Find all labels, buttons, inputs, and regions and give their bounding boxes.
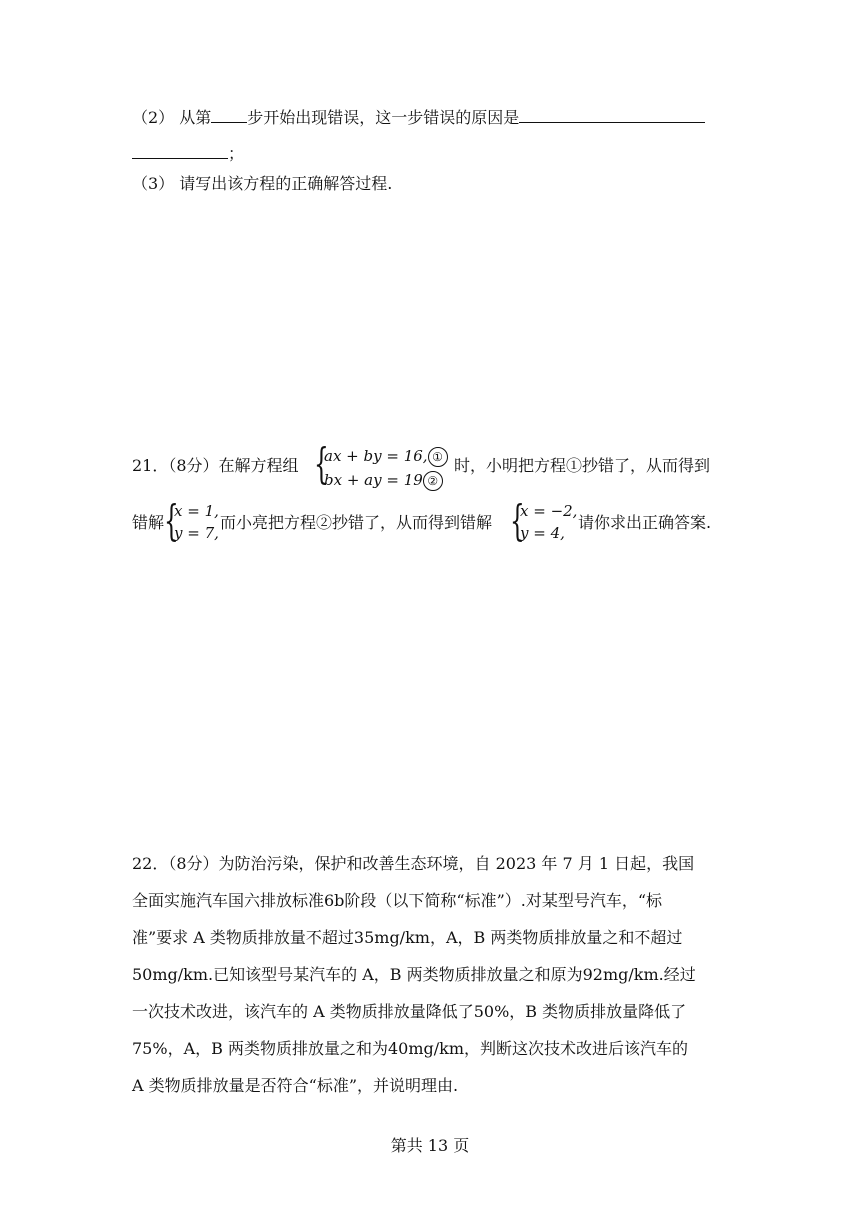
q21-intro: 21．（8分）在解方程组: [132, 456, 299, 475]
q22-line-2: 全面实施汽车国六排放标准6b阶段（以下简称“标准”）.对某型号汽车，“标: [132, 891, 663, 910]
q20-reason-blank: [519, 106, 705, 123]
q21-eq2-text: bx + ay = 19: [324, 471, 423, 489]
q22-line-4: 50mg/km.已知该型号某汽车的 A，B 两类物质排放量之和原为92mg/km.经过: [132, 965, 696, 984]
q21-after-system: 时，小明把方程①抄错了，从而得到: [454, 456, 711, 475]
q21-mid: 而小亮把方程②抄错了，从而得到错解: [220, 513, 493, 532]
q21-circle2: ②: [423, 471, 443, 491]
q20-reason-blank-cont: [132, 142, 228, 159]
q20-part2-line: [132, 106, 705, 128]
q21-wrong2-x: x = −2,: [520, 502, 578, 520]
q20-part3: （3） 请写出该方程的正确解答过程.: [132, 174, 393, 193]
q20-part2-mid: 步开始出现错误，这一步错误的原因是: [247, 108, 520, 127]
q21-eq2: [324, 470, 443, 491]
q21-wrong1-y: y = 7,: [174, 524, 219, 542]
q21-end: 请你求出正确答案.: [578, 513, 712, 532]
q21-eq1: [324, 446, 448, 467]
q20-step-blank: [211, 106, 247, 123]
q21-eq1-text: ax + by = 16,: [324, 447, 428, 465]
q22-line-6: 75%，A，B 两类物质排放量之和为40mg/km，判断这次技术改进后该汽车的: [132, 1039, 688, 1058]
q20-part2-line2: [132, 142, 244, 164]
page-footer: 第共 13 页: [390, 1136, 470, 1155]
q21-wrong1-label: 错解: [132, 513, 165, 532]
q22-line-5: 一次技术改进，该汽车的 A 类物质排放量降低了50%，B 类物质排放量降低了: [132, 1002, 687, 1021]
q21-circle1: ①: [428, 447, 448, 467]
q20-part2-prefix: （2） 从第: [132, 108, 212, 127]
q22-line-7: A 类物质排放量是否符合“标准”，并说明理由.: [132, 1076, 459, 1095]
q21-system-brace: {: [314, 439, 329, 488]
q21-wrong2-brace: {: [510, 496, 525, 545]
q22-line-3: 准”要求 A 类物质排放量不超过35mg/km，A，B 两类物质排放量之和不超过: [132, 928, 683, 947]
q22-line-1: 22．（8分）为防治污染，保护和改善生态环境，自 2023 年 7 月 1 日起，我国: [132, 854, 695, 873]
q22-paragraph: [132, 845, 732, 1104]
q20-part2-end: ；: [228, 144, 245, 163]
q21-wrong1-x: x = 1,: [174, 502, 219, 520]
q21-wrong1-brace: {: [164, 496, 179, 545]
q21-wrong2-y: y = 4,: [520, 524, 565, 542]
